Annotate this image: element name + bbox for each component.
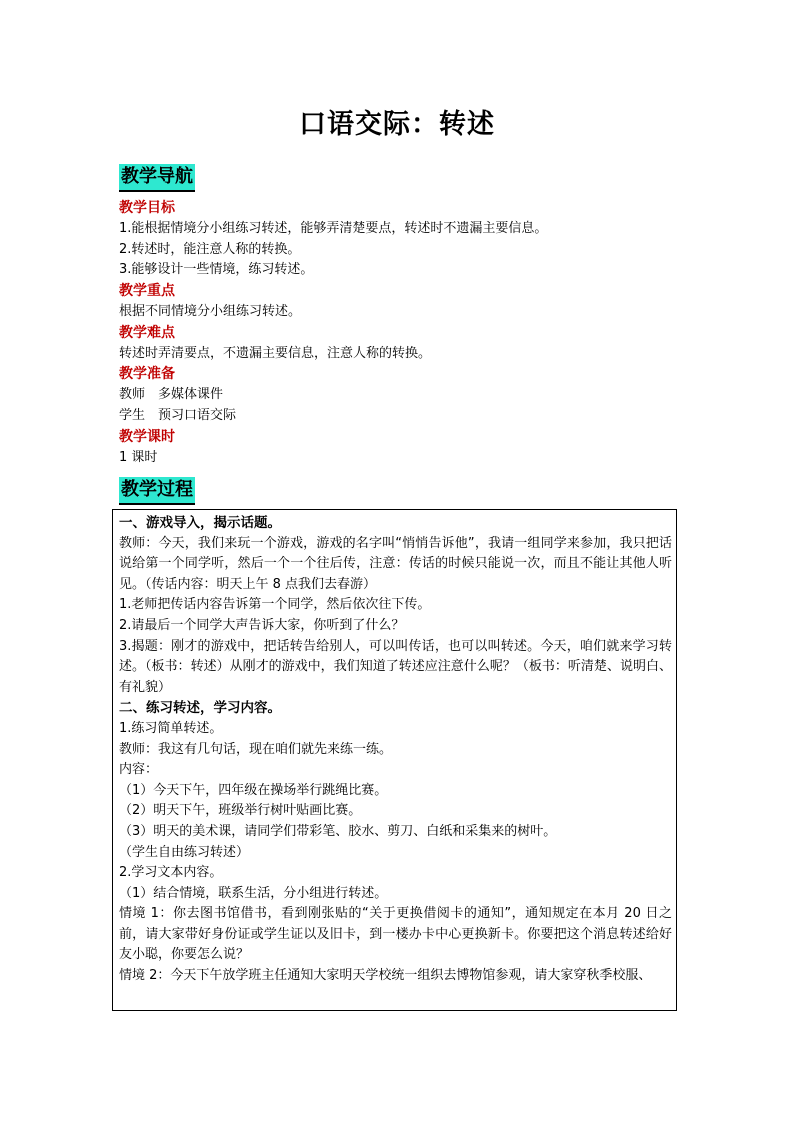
part2-content-label: 内容： xyxy=(119,762,159,778)
scenario-paragraph: 情境 2：今天下午放学班主任通知大家明天学校统一组织去博物馆参观，请大家穿秋季校服、 xyxy=(119,968,652,984)
preparation-student: 学生 预习口语交际 xyxy=(119,407,237,423)
part1-step: 2.请最后一个同学大声告诉大家，你听到了什么？ xyxy=(119,617,405,633)
objectives-label: 教学目标 xyxy=(119,200,175,216)
part1-step: 3.揭题：刚才的游戏中，把话转告给别人，可以叫传话，也可以叫转述。今天，咱们就来学习转述。（板书：转述）从刚才的游戏中，我们知道了转述应注意什么呢？（板书：听清楚、说明白、有礼貌） xyxy=(119,638,672,695)
hours-label: 教学课时 xyxy=(119,428,175,445)
preparation-label: 教学准备 xyxy=(119,366,175,383)
part2-subheading: 1.练习简单转述。 xyxy=(119,720,223,736)
practice-item: （3）明天的美术课，请同学们带彩笔、胶水、剪刀、白纸和采集来的树叶。 xyxy=(119,823,557,839)
practice-item: （2）明天下午，班级举行树叶贴画比赛。 xyxy=(119,803,362,819)
objective-item: 3.能够设计一些情境，练习转述。 xyxy=(119,262,314,278)
part2-subheading: 2.学习文本内容。 xyxy=(119,865,223,881)
preparation-teacher: 教师 多媒体课件 xyxy=(119,387,224,403)
objective-item: 2.转述时，能注意人称的转换。 xyxy=(119,241,301,257)
part1-intro: 教师：今天，我们来玩一个游戏，游戏的名字叫“悄悄告诉他”，我请一组同学来参加，我只把话说给第一个同学听，然后一个一个往后传，注意：传话的时候只能说一次，而且不能让其他人听见。（传话内容：明天上午 8 点我们去春游） xyxy=(119,535,672,592)
practice-item: （1）今天下午，四年级在操场举行跳绳比赛。 xyxy=(119,782,388,798)
section-heading-navigation: 教学导航 xyxy=(119,164,195,192)
part2-note: （学生自由练习转述） xyxy=(119,844,250,860)
hours-text: 1 课时 xyxy=(119,449,158,465)
part1-title: 一、游戏导入，揭示话题。 xyxy=(119,515,281,531)
part2-teacher-line: 教师：我这有几句话，现在咱们就先来练一练。 xyxy=(119,741,393,757)
section-heading-process: 教学过程 xyxy=(119,477,195,505)
scenario-paragraph: 情境 1：你去图书馆借书，看到刚张贴的“关于更换借阅卡的通知”，通知规定在本月 20 日之前，请大家带好身份证或学生证以及旧卡，到一楼办卡中心更换新卡。你要把这个消息转述给好友小聪，你要怎么说？ xyxy=(119,906,672,963)
teaching-navigation xyxy=(119,198,679,468)
key-points-text: 根据不同情境分小组练习转述。 xyxy=(119,303,302,319)
document-title: 口语交际：转述 xyxy=(299,109,495,140)
part2-title: 二、练习转述，学习内容。 xyxy=(119,700,281,717)
part2-subitem: （1）结合情境，联系生活，分小组进行转述。 xyxy=(119,885,388,901)
part1-step: 1.老师把传话内容告诉第一个同学，然后依次往下传。 xyxy=(119,597,431,613)
difficulties-label: 教学难点 xyxy=(119,324,175,341)
objective-item: 1.能根据情境分小组练习转述，能够弄清楚要点，转述时不遗漏主要信息。 xyxy=(119,220,548,236)
key-points-label: 教学重点 xyxy=(119,283,175,300)
difficulties-text: 转述时弄清要点，不遗漏主要信息，注意人称的转换。 xyxy=(119,345,432,361)
teaching-process-box xyxy=(112,509,677,1011)
